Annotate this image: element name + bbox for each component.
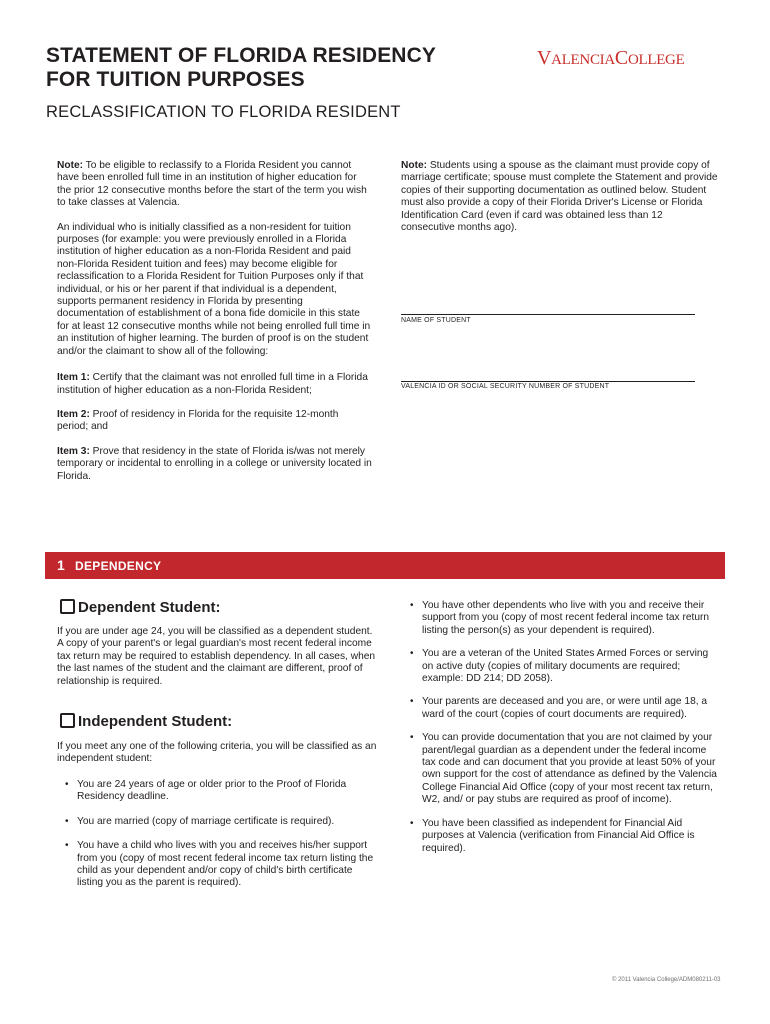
dependent-student-checkbox[interactable] [60,599,75,614]
independent-criteria-right [402,600,722,866]
page-subtitle: RECLASSIFICATION TO FLORIDA RESIDENT [46,103,401,121]
independent-student-intro: If you meet any one of the following criteria, you will be classified as an independent student: [57,741,377,765]
list-item: • You are married (copy of marriage certificate is required). [57,816,377,828]
item-1: Item 1: Certify that the claimant was not enrolled full time in a Florida institution of higher education as a non-Florida Resident; [57,372,368,396]
student-name-label: NAME OF STUDENT [401,317,471,324]
student-id-field[interactable] [401,381,695,382]
intro-left-column [57,160,372,495]
list-item: • You have other dependents who live with you and receive their support from you (copy of most recent federal income tax return listing the person(s) as your dependent is required). [402,600,722,637]
list-item: • You can provide documentation that you are not claimed by your parent/legal guardian as a dependent under the federal income tax code and can document that you provide at least 50% of your own support for the cost of attendance as defined by the Valencia College Financial Aid Office (copy of your most recent tax return, W2, and/ or pay stubs are required as proof of income). [402,732,722,806]
independent-student-heading: Independent Student: [60,713,232,730]
section-title: DEPENDENCY [75,559,162,573]
spouse-note: Note: Students using a spouse as the claimant must provide copy of marriage certificate; spouse must complete the Statement and provide copies of their supporting documentation as outlined below. Student must also provide a copy of their Florida Driver's License or Florida Identification Card (even if card was obtained less than 12 consecutive months ago). [401,160,718,234]
list-item: • Your parents are deceased and you are, or were until age 18, a ward of the court (copies of court documents are required). [402,696,722,721]
eligibility-note: Note: To be eligible to reclassify to a Florida Resident you cannot have been enrolled full time in an institution of higher education for the prior 12 consecutive months before the start of the term you wish to take classes at Valencia. [57,160,367,209]
reclassification-paragraph: An individual who is initially classified as a non-resident for tuition purposes (for example: you were previously enrolled in a Florida institution of higher education as a non-Florida Resident and paid non-Florida Resident tuition and fees) may become eligible for reclassification to a Florida Resident for Tuition Purposes only if that individual, or his or her parent if that individual is a dependent, supports permanent residency in Florida by presenting documentation of establishment of a bona fide domicile in this state for at least 12 consecutive months while not being enrolled full time in an institution of higher learning. The burden of proof is on the student and/or the claimant to show all of the following: [57,221,371,357]
list-item: • You have a child who lives with you and receives his/her support from you (copy of most recent federal income tax return listing the child as your dependent and/or copy of child's birth certificate listing you as the parent is required). [57,840,377,890]
list-item: • You have been classified as independent for Financial Aid purposes at Valencia (verification from Financial Aid Office is required). [402,818,722,855]
student-name-field[interactable] [401,314,695,315]
title-line-2: FOR TUITION PURPOSES [46,68,305,91]
item-2: Item 2: Proof of residency in Florida for the requisite 12-month period; and [57,408,339,433]
section-number: 1 [57,557,65,573]
student-id-label: VALENCIA ID OR SOCIAL SECURITY NUMBER OF STUDENT [401,383,610,390]
list-item: • You are a veteran of the United States Armed Forces or serving on active duty (copies of military documents are required; example: DD 214; DD 2058). [402,648,722,685]
footer-copyright: © 2011 Valencia College/ADM080211-03 [612,977,721,983]
independent-student-checkbox[interactable] [60,713,75,728]
section-dependency-banner [45,552,725,579]
valencia-college-logo: VALENCIACOLLEGE [537,47,685,69]
independent-criteria-left [57,779,377,902]
dependent-student-text: If you are under age 24, you will be classified as a dependent student. A copy of your parent's or legal guardian's most recent federal income tax return may be required to establish dependency. In all cases, when the last names of the student and the claimant are different, proof of relationship is required. [57,626,376,687]
dependent-student-heading: Dependent Student: [60,599,221,616]
item-3: Item 3: Prove that residency in the state of Florida is/was not merely temporary or incidental to enrolling in a college or university located in Florida. [57,445,372,482]
page-title [46,44,516,92]
list-item: • You are 24 years of age or older prior to the Proof of Florida Residency deadline. [57,779,377,804]
title-line-1: STATEMENT OF FLORIDA RESIDENCY [46,44,436,67]
